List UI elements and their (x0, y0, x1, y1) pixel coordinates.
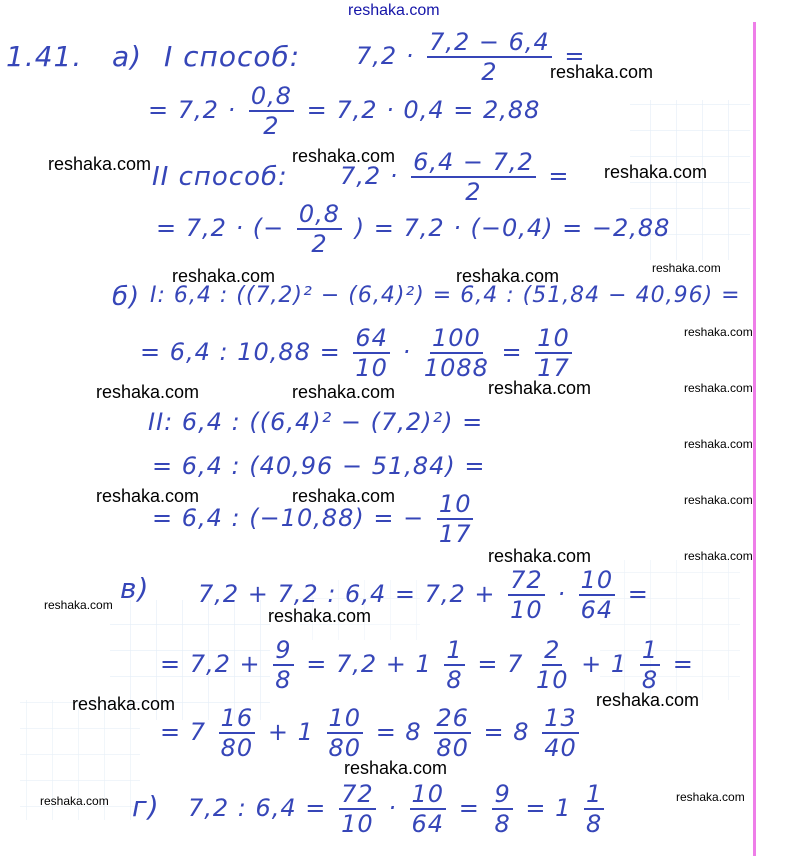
fraction (424, 326, 489, 380)
watermark: reshaka.com (44, 598, 113, 612)
watermark: reshaka.com (684, 493, 753, 507)
fraction (584, 782, 604, 836)
watermark: reshaka.com (292, 382, 396, 402)
expr-suffix: ) = 7,2 · (−0,4) = −2,88 (354, 214, 671, 242)
fraction-numerator: 1 (586, 780, 603, 808)
expr-prefix: 7,2 · (356, 42, 415, 70)
watermark: reshaka.com (604, 162, 708, 182)
fraction-numerator: 100 (431, 324, 481, 352)
fraction-numerator: 16 (220, 704, 254, 732)
watermark: reshaka.com (684, 325, 753, 339)
b-method1-line1: I: 6,4 : ((7,2)² − (6,4)²) = 6,4 : (51,84 − 40,96) = (150, 283, 741, 308)
expr-prefix: = 7,2 + (160, 650, 261, 678)
watermark: reshaka.com (676, 790, 745, 804)
fraction (579, 568, 616, 622)
fraction-denominator: 8 (275, 666, 292, 694)
watermark: reshaka.com (48, 154, 152, 174)
watermark: reshaka.com (96, 382, 200, 402)
c-line3 (160, 706, 583, 760)
expr-prefix: 7,2 · (340, 162, 399, 190)
fraction (542, 706, 579, 760)
b-method1-line2 (140, 326, 576, 380)
fraction-denominator: 10 (535, 666, 569, 694)
fraction (353, 326, 390, 380)
d-line1 (188, 782, 608, 836)
expr-prefix: = 6,4 : (−10,88) = − (152, 504, 425, 532)
expr-prefix: = 7 (160, 718, 207, 746)
expr-prefix: 7,2 : 6,4 = (188, 794, 327, 822)
operator: · (388, 794, 397, 822)
fraction-denominator: 64 (580, 596, 614, 624)
method-1-title: I способ: (164, 40, 301, 73)
fraction-numerator: 10 (411, 780, 445, 808)
fraction (536, 638, 569, 692)
watermark: reshaka.com (550, 62, 654, 82)
fraction-numerator: 1 (446, 636, 463, 664)
problem-number: 1.41. (6, 40, 83, 73)
fraction-numerator: 9 (494, 780, 511, 808)
a-method1-line2 (148, 84, 540, 138)
fraction-numerator: 10 (537, 324, 570, 352)
fraction-numerator: 64 (355, 324, 388, 352)
fraction-numerator: 1 (641, 636, 659, 664)
expr-suffix: = 7,2 · 0,4 = 2,88 (306, 96, 541, 124)
fraction-numerator: 2 (544, 636, 561, 664)
part-a-label: а) (112, 40, 143, 73)
watermark: reshaka.com (684, 549, 753, 563)
expr-mid: = 1 (525, 794, 572, 822)
b-method2-line1: II: 6,4 : ((6,4)² − (7,2)²) = (148, 408, 484, 436)
expr-mid: = 8 (375, 718, 422, 746)
fraction (249, 84, 294, 138)
watermark: reshaka.com (456, 266, 560, 286)
watermark: reshaka.com (172, 266, 276, 286)
fraction-denominator: 80 (436, 734, 469, 762)
fraction-denominator: 80 (328, 734, 362, 762)
watermark: reshaka.com (344, 758, 448, 778)
fraction-denominator: 2 (311, 230, 328, 258)
fraction-denominator: 2 (481, 58, 498, 86)
expr-suffix: = (672, 650, 694, 678)
expr-prefix: 7,2 + 7,2 : 6,4 = 7,2 + (198, 580, 496, 608)
expr-suffix: = (564, 42, 586, 70)
watermark: reshaka.com (488, 378, 592, 398)
part-c-label: в) (120, 572, 150, 605)
fraction-numerator: 26 (436, 704, 469, 732)
watermark: reshaka.com (40, 794, 109, 808)
expr-prefix: = 6,4 : 10,88 = (140, 338, 341, 366)
fraction-denominator: 10 (341, 810, 374, 838)
watermark: reshaka.com (596, 690, 700, 710)
fraction-denominator: 8 (446, 666, 463, 694)
fraction-numerator: 0,8 (298, 200, 341, 228)
fraction (535, 326, 572, 380)
expr-mid: + 1 (581, 650, 628, 678)
watermark: reshaka.com (684, 437, 753, 451)
watermark: reshaka.com (96, 486, 200, 506)
fraction-denominator: 80 (220, 734, 254, 762)
fraction-denominator: 17 (537, 354, 570, 382)
fraction-denominator: 64 (411, 810, 445, 838)
fraction (327, 706, 364, 760)
watermark: reshaka.com (72, 694, 176, 714)
watermark: reshaka.com (268, 606, 372, 626)
fraction-denominator: 17 (438, 520, 472, 548)
expr-mid: = 7 (477, 650, 524, 678)
fraction-denominator: 10 (510, 596, 543, 624)
watermark: reshaka.com (292, 146, 396, 166)
watermark: reshaka.com (684, 381, 753, 395)
expr-mid: + 1 (267, 718, 314, 746)
fraction-denominator: 1088 (423, 354, 489, 382)
fraction (273, 638, 293, 692)
watermark-top: reshaka.com (348, 2, 440, 19)
fraction (427, 30, 552, 84)
c-line1 (198, 568, 649, 622)
fraction (339, 782, 376, 836)
margin-line (753, 22, 756, 856)
expr-suffix: = (548, 162, 570, 190)
fraction-numerator: 72 (341, 780, 374, 808)
fraction-denominator: 8 (494, 810, 511, 838)
expr-mid: = 7,2 + 1 (306, 650, 432, 678)
fraction (508, 568, 545, 622)
operator: · (557, 580, 566, 608)
watermark: reshaka.com (652, 261, 721, 275)
fraction-numerator: 9 (275, 636, 292, 664)
fraction (437, 492, 474, 546)
fraction (640, 638, 660, 692)
fraction (444, 638, 464, 692)
method-2-title: II способ: (152, 162, 288, 192)
fraction-numerator: 10 (580, 566, 614, 594)
fraction-numerator: 10 (328, 704, 362, 732)
fraction-denominator: 40 (544, 734, 577, 762)
fraction (219, 706, 256, 760)
fraction (410, 782, 447, 836)
watermark: reshaka.com (292, 486, 396, 506)
fraction-denominator: 8 (641, 666, 659, 694)
fraction (434, 706, 471, 760)
operator: = (458, 794, 480, 822)
fraction-numerator: 0,8 (250, 82, 292, 110)
fraction (492, 782, 512, 836)
watermark: reshaka.com (488, 546, 592, 566)
fraction-numerator: 10 (438, 490, 472, 518)
part-d-label: г) (132, 790, 160, 823)
expr-mid: = 8 (483, 718, 530, 746)
b-method2-line2: = 6,4 : (40,96 − 51,84) = (152, 452, 486, 480)
a-method2-line2 (156, 202, 670, 256)
expr-prefix: = 7,2 · (− (156, 214, 285, 242)
fraction-numerator: 6,4 − 7,2 (413, 148, 534, 176)
fraction-numerator: 13 (544, 704, 577, 732)
fraction-denominator: 2 (465, 178, 482, 206)
operator: · (402, 338, 412, 366)
fraction-denominator: 10 (355, 354, 388, 382)
fraction-numerator: 7,2 − 6,4 (429, 28, 550, 56)
operator: = (501, 338, 523, 366)
fraction-numerator: 72 (510, 566, 543, 594)
fraction-denominator: 2 (263, 112, 280, 140)
expr-suffix: = (627, 580, 649, 608)
fraction (411, 150, 536, 204)
expr-prefix: = 7,2 · (148, 96, 237, 124)
fraction (297, 202, 342, 256)
part-b-label: б) (112, 282, 141, 312)
fraction-denominator: 8 (586, 810, 603, 838)
c-line2 (160, 638, 694, 692)
